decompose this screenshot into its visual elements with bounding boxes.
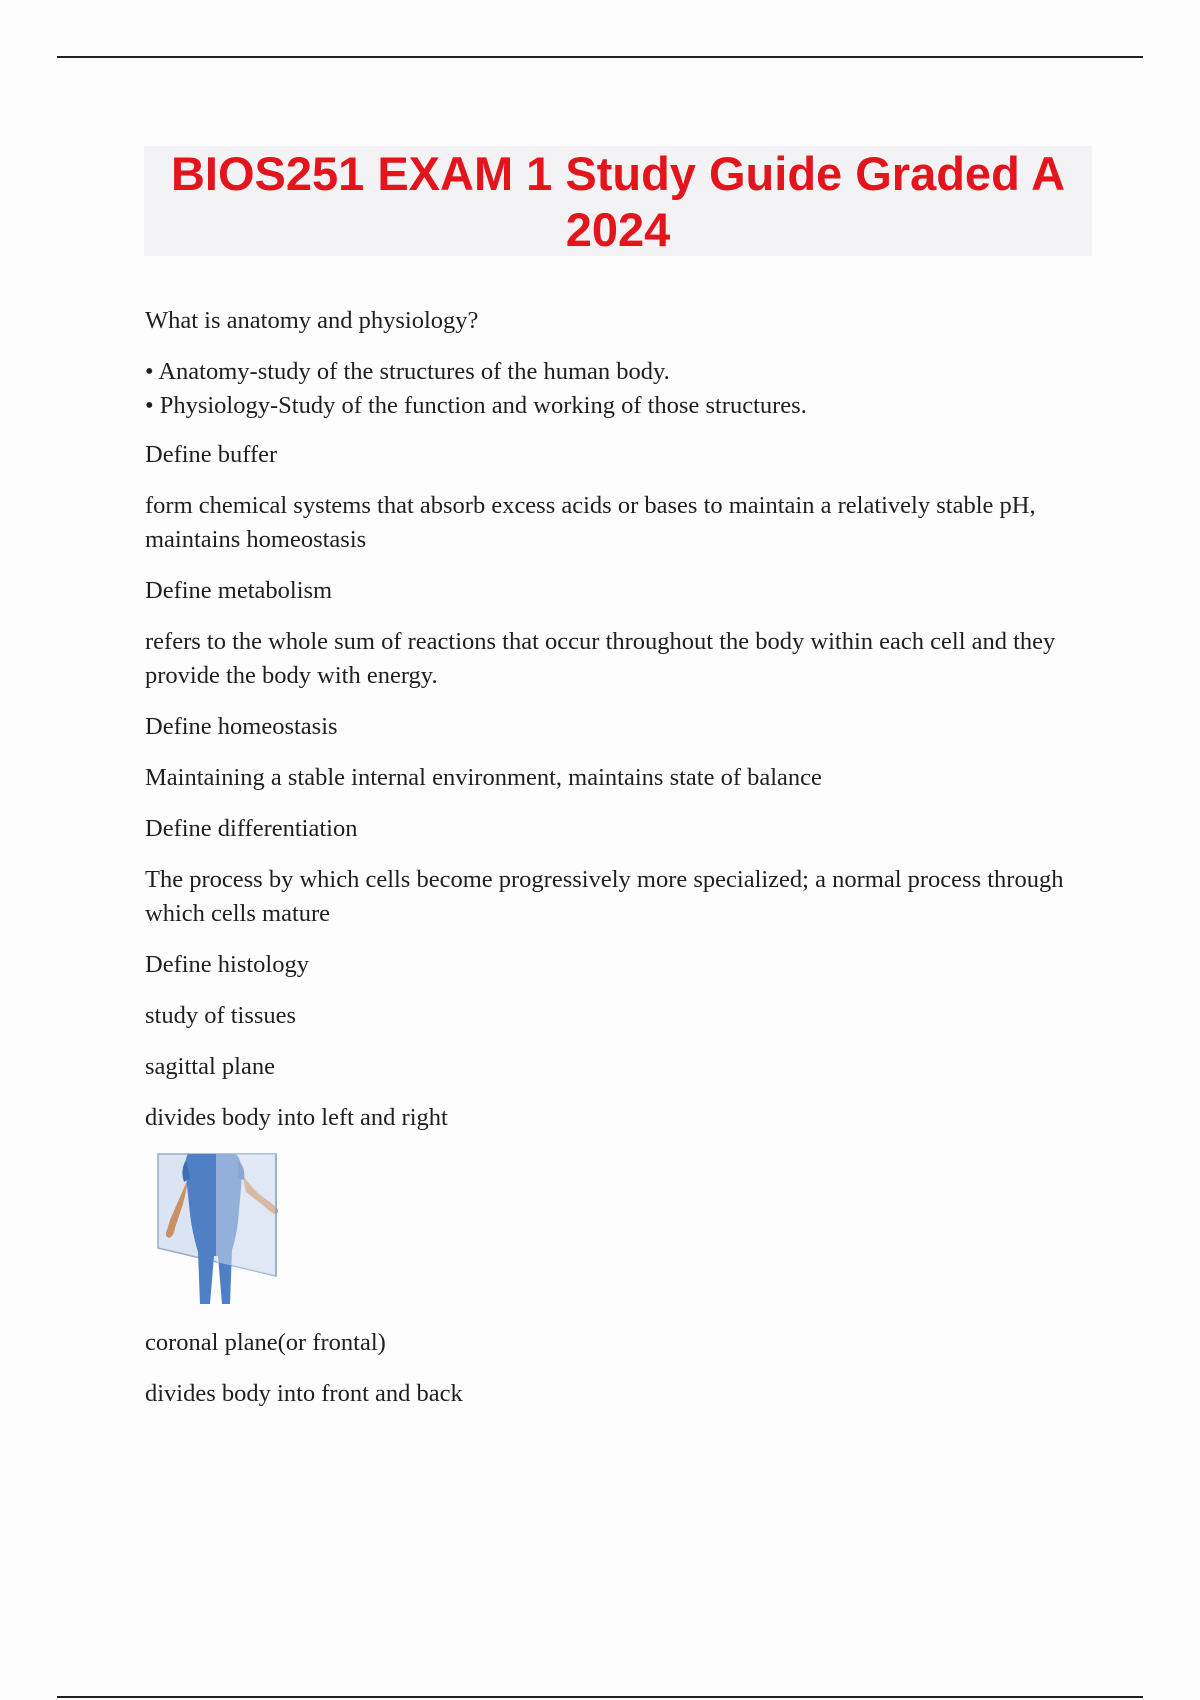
question: coronal plane(or frontal) xyxy=(145,1329,386,1356)
question: Define buffer xyxy=(145,441,278,468)
sagittal-plane-figure xyxy=(150,1152,282,1304)
question: Define metabolism xyxy=(145,577,333,604)
study-guide-content xyxy=(145,304,1085,1428)
bullet-list xyxy=(145,355,1085,423)
answer: The process by which cells become progressively more specialized; a normal process through which cells mature xyxy=(145,866,1064,927)
answer: form chemical systems that absorb excess acids or bases to maintain a relatively stable pH, maintains homeostasis xyxy=(145,492,1036,553)
title-banner xyxy=(144,146,1092,256)
answer: divides body into front and back xyxy=(145,1380,463,1407)
top-rule xyxy=(57,56,1143,58)
question: Define histology xyxy=(145,951,309,978)
bullet-item: • Physiology-Study of the function and working of those structures. xyxy=(145,392,807,419)
bullet-item: • Anatomy-study of the structures of the human body. xyxy=(145,358,670,385)
answer: refers to the whole sum of reactions that occur throughout the body within each cell and they provide the body with energy. xyxy=(145,628,1056,689)
sagittal-plane-body-icon xyxy=(150,1152,282,1304)
page-title: BIOS251 EXAM 1 Study Guide Graded A 2024 xyxy=(170,147,1066,256)
bottom-rule xyxy=(57,1696,1143,1698)
question: What is anatomy and physiology? xyxy=(145,307,479,334)
answer: study of tissues xyxy=(145,1002,297,1029)
answer: divides body into left and right xyxy=(145,1104,448,1131)
answer: Maintaining a stable internal environment, maintains state of balance xyxy=(145,764,822,791)
question: Define differentiation xyxy=(145,815,358,842)
question: Define homeostasis xyxy=(145,713,338,740)
question: sagittal plane xyxy=(145,1053,275,1080)
